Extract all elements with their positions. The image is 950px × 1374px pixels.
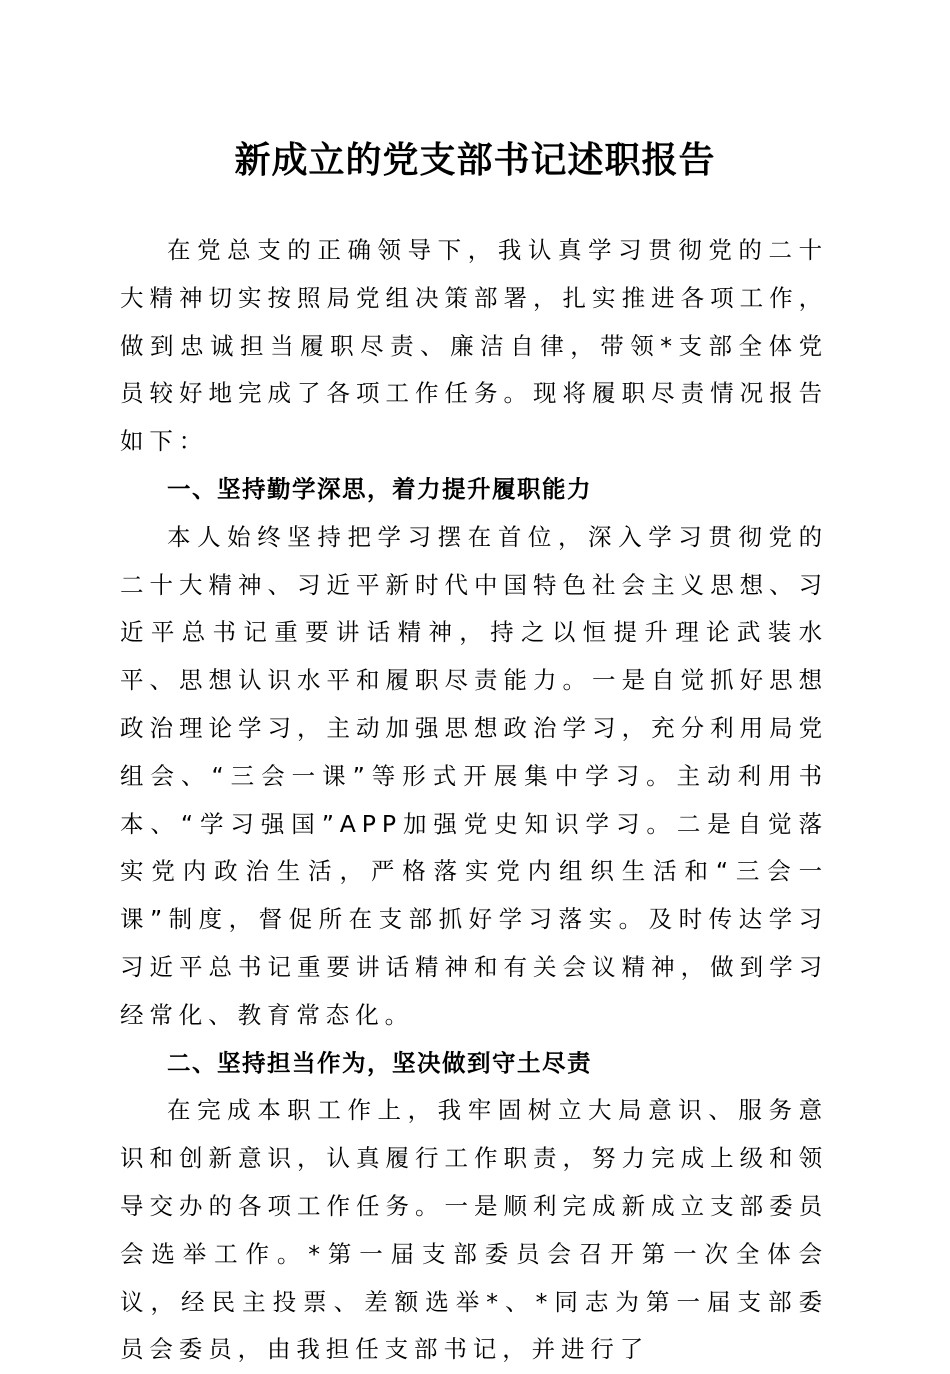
document-body xyxy=(120,227,828,1374)
intro-paragraph: 在党总支的正确领导下，我认真学习贯彻党的二十大精神切实按照局党组决策部署，扎实推进各项工作，做到忠诚担当履职尽责、廉洁自律，带领*支部全体党员较好地完成了各项工作任务。现将履职尽责情况报告如下： xyxy=(120,236,828,456)
document-title: 新成立的党支部书记述职报告 xyxy=(234,139,716,181)
section-2-paragraph: 在完成本职工作上，我牢固树立大局意识、服务意识和创新意识，认真履行工作职责，努力完成上级和领导交办的各项工作任务。一是顺利完成新成立支部委员会选举工作。*第一届支部委员会召开第一次全体会议，经民主投票、差额选举*、*同志为第一届支部委员会委员，由我担任支部书记，并进行了 xyxy=(120,1096,828,1364)
section-1-heading: 一、坚持勤学深思，着力提升履职能力 xyxy=(167,474,592,503)
section-1-paragraph: 本人始终坚持把学习摆在首位，深入学习贯彻党的二十大精神、习近平新时代中国特色社会主义思想、习近平总书记重要讲话精神，持之以恒提升理论武装水平、思想认识水平和履职尽责能力。一是自觉抓好思想政治理论学习，主动加强思想政治学习，充分利用局党组会、“三会一课”等形式开展集中学习。主动利用书本、“学习强国”APP加强党史知识学习。二是自觉落实党内政治生活，严格落实党内组织生活和“三会一课”制度，督促所在支部抓好学习落实。及时传达学习习近平总书记重要讲话精神和有关会议精神，做到学习经常化、教育常态化。 xyxy=(120,522,828,1029)
section-2-heading: 二、坚持担当作为，坚决做到守土尽责 xyxy=(167,1048,592,1077)
